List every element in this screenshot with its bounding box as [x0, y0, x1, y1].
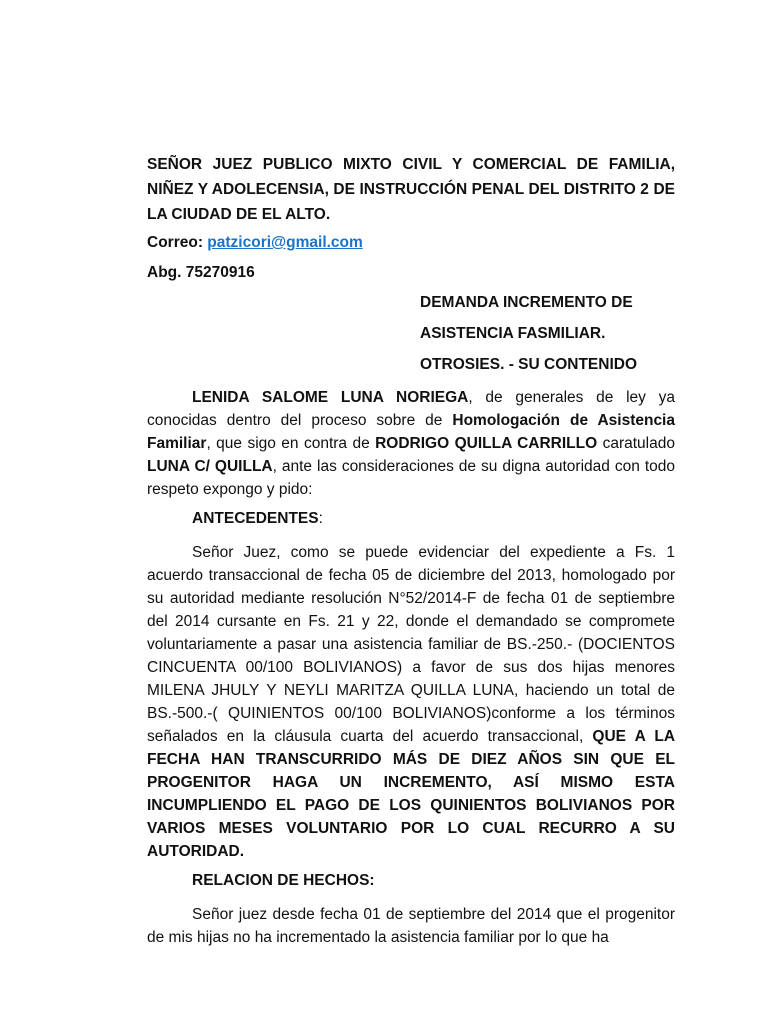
antecedentes-title: ANTECEDENTES [192, 510, 319, 527]
email-line [147, 233, 675, 253]
hechos-heading: RELACION DE HECHOS: [192, 872, 375, 889]
hechos-paragraph: Señor juez desde fecha 01 de septiembre del 2014 que el progenitor de mis hijas no ha incrementado la asistencia familiar por lo que ha [147, 906, 675, 946]
email-label: Correo: [147, 234, 203, 251]
intro-text-2: , que sigo en contra de [206, 435, 376, 452]
process-name: Homologación de Asistencia Familiar [147, 412, 675, 452]
intro-text-4: , ante las consideraciones de su digna autoridad con todo respeto expongo y pido: [147, 458, 675, 498]
email-link[interactable]: patzicori@gmail.com [207, 234, 363, 251]
antecedentes-text: Señor Juez, como se puede evidenciar del expediente a Fs. 1 acuerdo transaccional de fecha 05 de diciembre del 2013, homologado por su autoridad mediante resolución N°52/2014-F de fecha 01 de septiembre del 2014 cursante en Fs. 21 y 22, donde el demandado se compromete voluntariamente a pasar una asistencia familiar de BS.-250.- (DOCIENTOS CINCUENTA 00/100 BOLIVIANOS) a favor de sus dos hijas menores MILENA JHULY Y NEYLI MARITZA QUILLA LUNA, haciendo un total de BS.-500.-( QUINIENTOS 00/100 BOLIVIANOS)conforme a los términos señalados en la cláusula cuarta del acuerdo transaccional, [147, 544, 675, 745]
reference-line-1: DEMANDA INCREMENTO DE [420, 294, 633, 311]
antecedentes-colon: : [318, 510, 323, 527]
reference-block [147, 293, 675, 375]
defendant-name: RODRIGO QUILLA CARRILLO [375, 435, 598, 452]
intro-text-1: , de generales de ley ya conocidas dentro del proceso sobre de [147, 389, 675, 429]
court-address: SEÑOR JUEZ PUBLICO MIXTO CIVIL Y COMERCIAL DE FAMILIA, NIÑEZ Y ADOLECENSIA, DE INSTRUCCIÓN PENAL DEL DISTRITO 2 DE LA CIUDAD DE EL ALTO. [147, 156, 675, 223]
lawyer-line: Abg. 75270916 [147, 264, 255, 281]
plaintiff-name: LENIDA SALOME LUNA NORIEGA [192, 389, 469, 406]
case-name: LUNA C/ QUILLA [147, 458, 273, 475]
antecedentes-paragraph [147, 541, 675, 863]
antecedentes-bold-text: QUE A LA FECHA HAN TRANSCURRIDO MÁS DE DIEZ AÑOS SIN QUE EL PROGENITOR HAGA UN INCREMENTO, ASÍ MISMO ESTA INCUMPLIENDO EL PAGO DE LOS QUINIENTOS BOLIVIANOS POR VARIOS MESES VOLUNTARIO POR LO CUAL RECURRO A SU AUTORIDAD. [147, 728, 676, 860]
reference-line-3: OTROSIES. - SU CONTENIDO [420, 356, 638, 373]
intro-paragraph [147, 386, 675, 501]
reference-line-2: ASISTENCIA FASMILIAR. [420, 325, 606, 342]
intro-text-3: caratulado [597, 435, 675, 452]
antecedentes-heading [147, 509, 675, 529]
